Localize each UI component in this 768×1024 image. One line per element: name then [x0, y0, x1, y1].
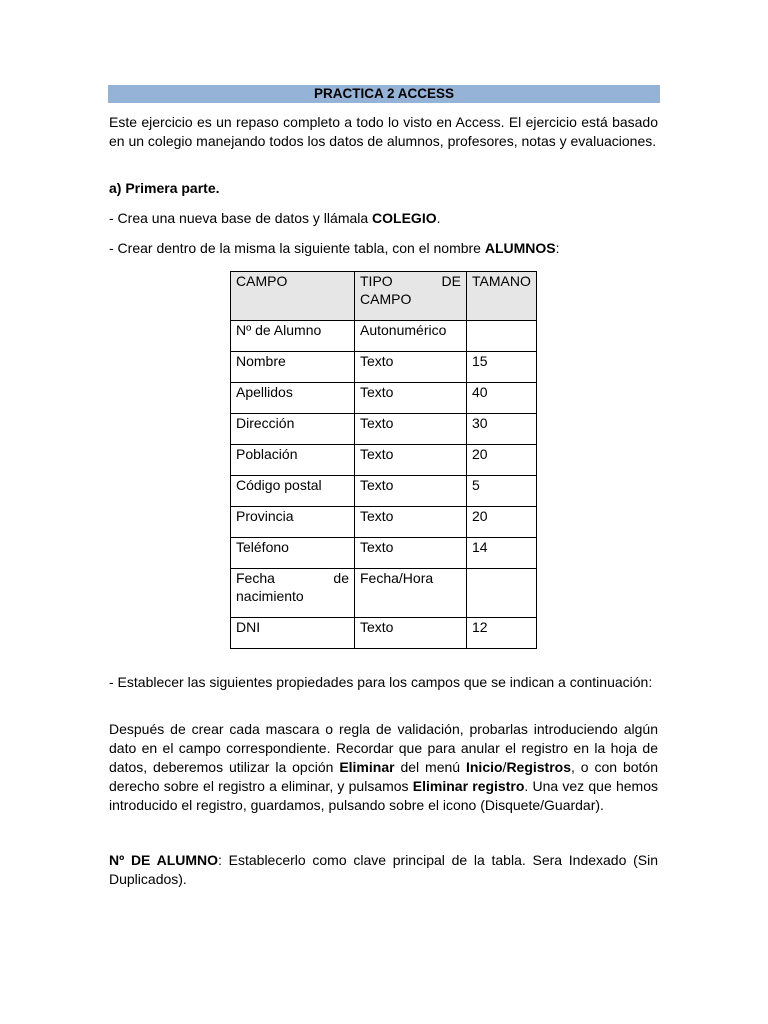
cell-tamano: 20	[467, 445, 537, 476]
intro-paragraph: Este ejercicio es un repaso completo a todo lo visto en Access. El ejercicio está basado en un colegio manejando todos los datos de alumnos, profesores, notas y evaluaciones.	[109, 114, 658, 149]
cell-tipo: Fecha/Hora	[355, 569, 467, 618]
cell-tipo: Texto	[355, 538, 467, 569]
table-row	[231, 352, 537, 383]
cell-campo: Fecha de nacimiento	[231, 569, 355, 618]
table-row	[231, 414, 537, 445]
cell-campo: Dirección	[231, 414, 355, 445]
table-row	[231, 538, 537, 569]
header-campo: CAMPO	[231, 272, 355, 321]
table-row	[231, 507, 537, 538]
cell-tipo: Texto	[355, 476, 467, 507]
alumnos-table	[230, 271, 537, 649]
step-create-table: - Crear dentro de la misma la siguiente tabla, con el nombre ALUMNOS:	[109, 240, 560, 256]
table-header-row	[231, 272, 537, 321]
section-heading: a) Primera parte.	[109, 180, 220, 196]
cell-campo: Provincia	[231, 507, 355, 538]
cell-tipo: Autonumérico	[355, 321, 467, 352]
cell-tamano	[467, 569, 537, 618]
table-row	[231, 383, 537, 414]
instructions-paragraph: Después de crear cada mascara o regla de validación, probarlas introduciendo algún dato en el campo correspondiente. Recordar que para anular el registro en la hoja de datos, deberemos utilizar la opción Eliminar del menú Inicio/Registros, o con botón derecho sobre el registro a eliminar, y pulsamos Eliminar registro. Una vez que hemos introducido el registro, guardamos, pulsando sobre el icono (Disquete/Guardar).	[109, 721, 659, 813]
cell-tipo: Texto	[355, 445, 467, 476]
header-tipo: TIPO DE CAMPO	[355, 272, 467, 321]
step-properties: - Establecer las siguientes propiedades para los campos que se indican a continuación:	[109, 674, 653, 690]
cell-tamano: 14	[467, 538, 537, 569]
cell-campo: Teléfono	[231, 538, 355, 569]
page-title: PRACTICA 2 ACCESS	[108, 85, 660, 103]
table-row	[231, 445, 537, 476]
step-create-db: - Crea una nueva base de datos y llámala COLEGIO.	[109, 210, 441, 226]
cell-tamano: 15	[467, 352, 537, 383]
cell-campo: Apellidos	[231, 383, 355, 414]
cell-tamano: 40	[467, 383, 537, 414]
header-tamano: TAMANO	[467, 272, 537, 321]
table-row	[231, 476, 537, 507]
cell-campo: DNI	[231, 618, 355, 649]
cell-tipo: Texto	[355, 383, 467, 414]
cell-campo: Nombre	[231, 352, 355, 383]
cell-tipo: Texto	[355, 507, 467, 538]
cell-tamano	[467, 321, 537, 352]
alumno-note: Nº DE ALUMNO: Establecerlo como clave principal de la tabla. Sera Indexado (Sin Duplicados).	[109, 852, 658, 887]
table-row	[231, 618, 537, 649]
cell-campo: Población	[231, 445, 355, 476]
cell-tamano: 12	[467, 618, 537, 649]
cell-tipo: Texto	[355, 414, 467, 445]
table-row	[231, 569, 537, 618]
cell-tipo: Texto	[355, 618, 467, 649]
table-row	[231, 321, 537, 352]
cell-campo: Nº de Alumno	[231, 321, 355, 352]
cell-campo: Código postal	[231, 476, 355, 507]
cell-tamano: 5	[467, 476, 537, 507]
cell-tamano: 20	[467, 507, 537, 538]
cell-tamano: 30	[467, 414, 537, 445]
cell-tipo: Texto	[355, 352, 467, 383]
